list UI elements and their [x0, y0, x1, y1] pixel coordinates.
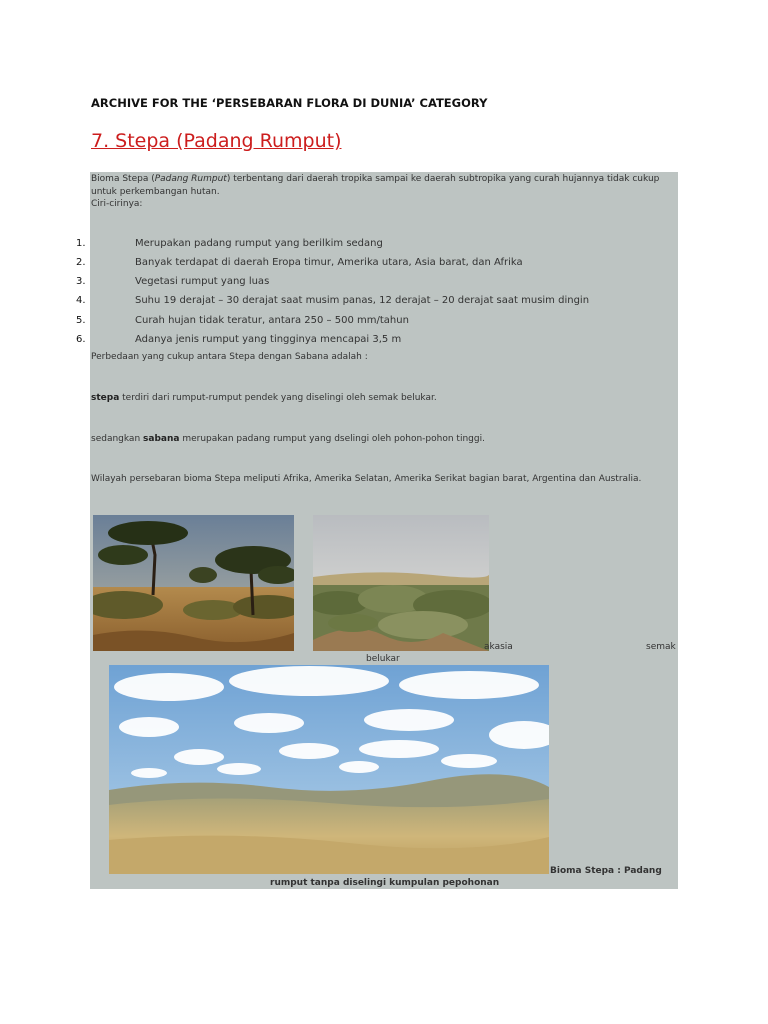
acacia-photo: [93, 515, 294, 651]
list-num: 6.: [76, 334, 86, 345]
list-num: 1.: [76, 238, 86, 249]
list-item: Adanya jenis rumput yang tingginya mencapai 3,5 m: [135, 334, 402, 345]
shrubland-photo: [313, 515, 489, 651]
list-item: Curah hujan tidak teratur, antara 250 – 500 mm/tahun: [135, 315, 409, 326]
bottom-caption-line-2: rumput tanpa diselingi kumpulan pepohonan: [270, 878, 500, 888]
intro-line-3: Ciri-cirinya:: [91, 199, 143, 209]
sabana-paragraph: sedangkan sabana merupakan padang rumput yang dselingi oleh pohon-pohon tinggi.: [91, 434, 485, 444]
list-item: Vegetasi rumput yang luas: [135, 276, 270, 287]
list-item: Suhu 19 derajat – 30 derajat saat musim panas, 12 derajat – 20 derajat saat musim dingin: [135, 295, 590, 306]
semak-caption: semak: [646, 642, 676, 652]
intro-line-2: untuk perkembangan hutan.: [91, 187, 220, 197]
list-num: 5.: [76, 315, 86, 326]
list-item: Merupakan padang rumput yang berilkim sedang: [135, 238, 383, 249]
intro-line-1: Bioma Stepa (Padang Rumput) terbentang dari daerah tropika sampai ke daerah subtropika yang curah hujannya tidak cukup: [91, 174, 660, 184]
archive-header: ARCHIVE FOR THE ‘PERSEBARAN FLORA DI DUNIA’ CATEGORY: [91, 96, 488, 110]
bottom-caption-line-1: Bioma Stepa : Padang: [550, 866, 662, 876]
list-num: 3.: [76, 276, 86, 287]
stepa-paragraph: stepa terdiri dari rumput-rumput pendek yang diselingi oleh semak belukar.: [91, 393, 437, 403]
akasia-caption: akasia: [484, 642, 513, 652]
belukar-caption: belukar: [366, 654, 400, 664]
list-item: Banyak terdapat di daerah Eropa timur, Amerika utara, Asia barat, dan Afrika: [135, 257, 523, 268]
post-title-link[interactable]: 7. Stepa (Padang Rumput): [91, 130, 342, 152]
steppe-photo: [109, 665, 549, 874]
list-num: 2.: [76, 257, 86, 268]
list-num: 4.: [76, 295, 86, 306]
difference-paragraph: Perbedaan yang cukup antara Stepa dengan Sabana adalah :: [91, 352, 368, 362]
distribution-paragraph: Wilayah persebaran bioma Stepa meliputi Afrika, Amerika Selatan, Amerika Serikat bagian barat, Argentina dan Australia.: [91, 474, 642, 484]
